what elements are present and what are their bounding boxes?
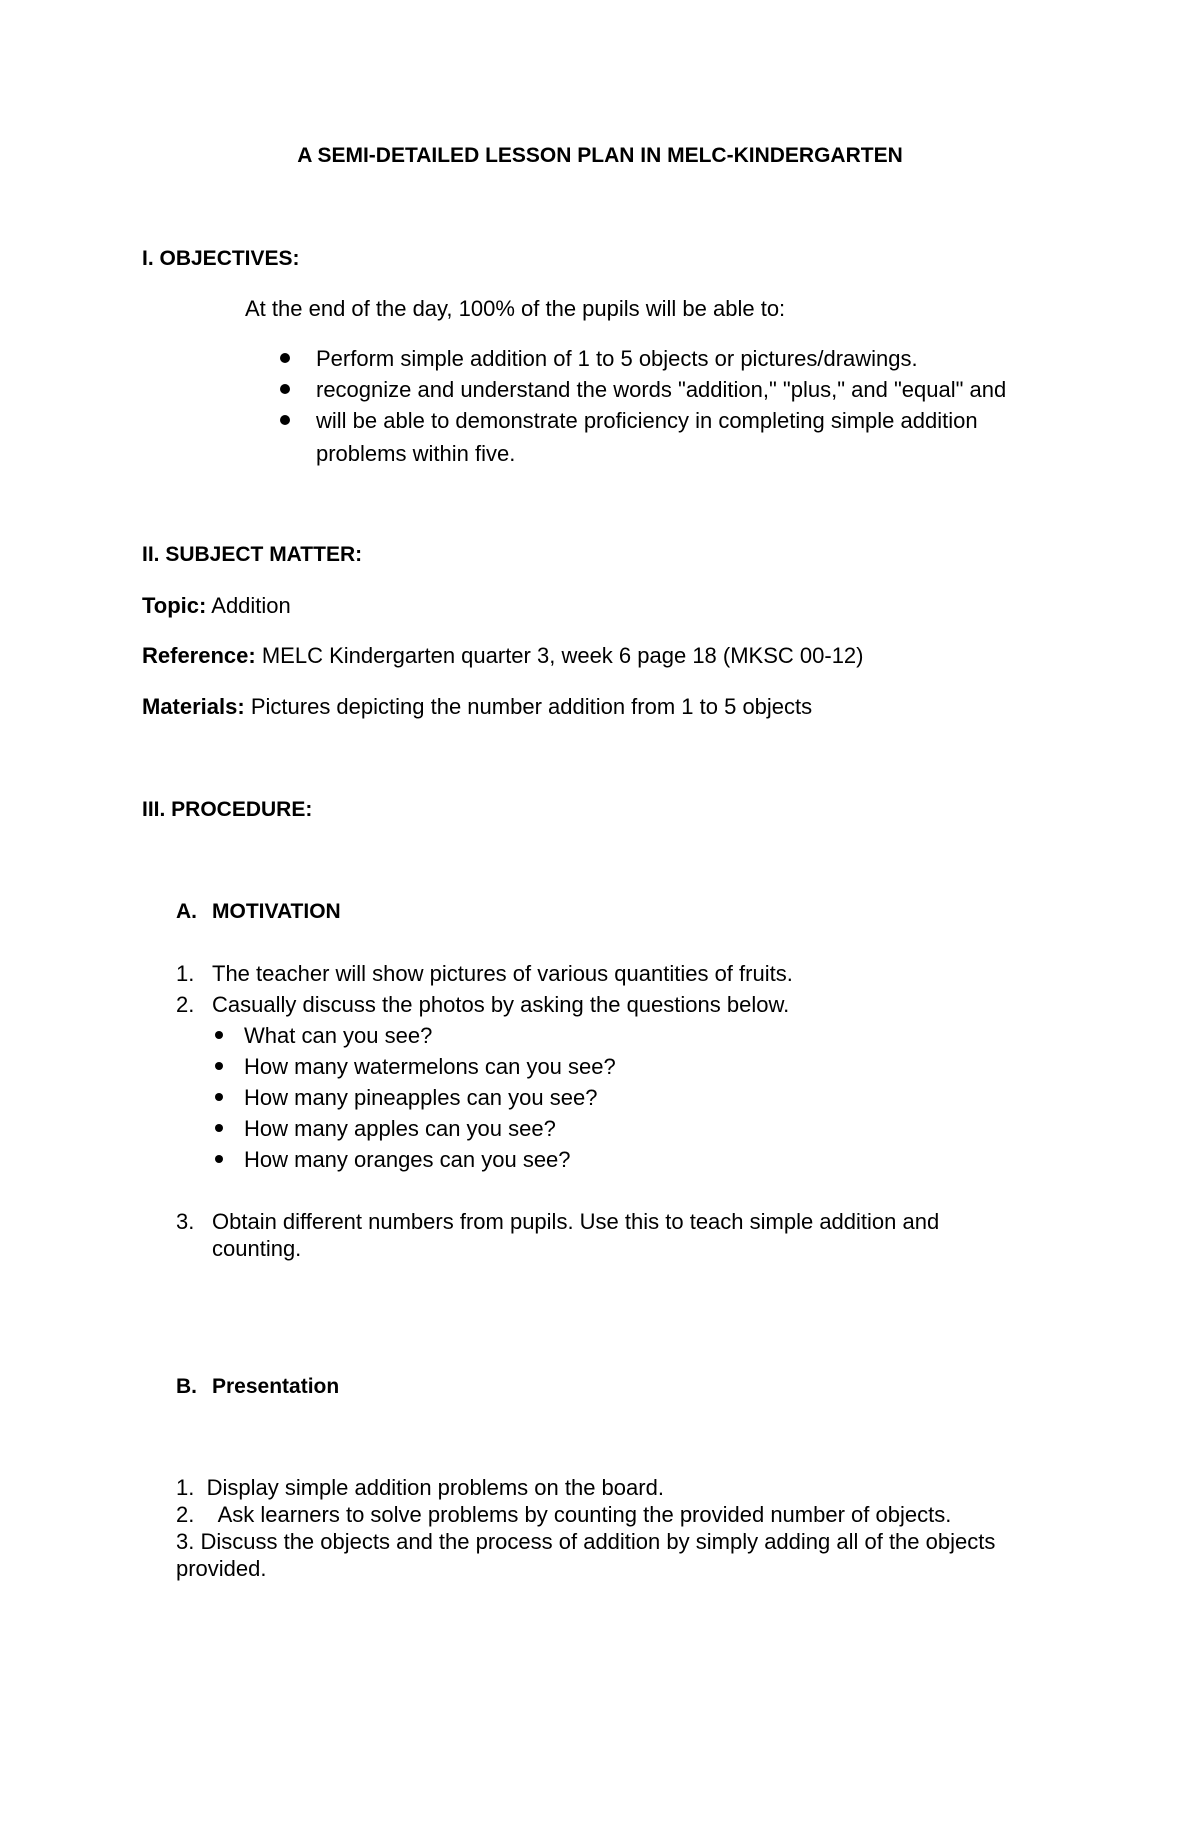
step-number: 1. [176, 961, 195, 986]
bullet-icon [215, 1155, 223, 1163]
question-item: How many apples can you see? [244, 1116, 556, 1141]
presentation-step: 1. Display simple addition problems on the board. [176, 1475, 664, 1500]
objective-item: recognize and understand the words "addition," "plus," and "equal" and [316, 377, 1007, 402]
presentation-step: 3. Discuss the objects and the process of addition by simply adding all of the objects [176, 1529, 996, 1554]
bullet-icon [280, 384, 290, 394]
question-item: How many oranges can you see? [244, 1147, 571, 1172]
step-number: 2. [176, 992, 195, 1017]
presentation-heading [176, 1374, 339, 1399]
presentation-step-continuation: provided. [176, 1556, 267, 1581]
reference-label: Reference: [142, 643, 256, 668]
step-number: 3. [176, 1209, 195, 1234]
bullet-icon [280, 353, 290, 363]
procedure-heading: III. PROCEDURE: [142, 798, 313, 821]
materials-label: Materials: [142, 694, 245, 719]
step-text-continuation: counting. [212, 1236, 302, 1261]
question-item: How many watermelons can you see? [244, 1054, 616, 1079]
subject-matter-heading: II. SUBJECT MATTER: [142, 543, 363, 566]
topic-label: Topic: [142, 593, 207, 618]
objective-item: Perform simple addition of 1 to 5 objects or pictures/drawings. [316, 346, 918, 371]
bullet-icon [215, 1124, 223, 1132]
materials-value: Pictures depicting the number addition from 1 to 5 objects [250, 694, 813, 719]
objective-item-continuation: problems within five. [316, 441, 516, 466]
reference-value: MELC Kindergarten quarter 3, week 6 page 18 (MKSC 00-12) [261, 643, 864, 668]
step-text: Obtain different numbers from pupils. Use this to teach simple addition and [212, 1209, 940, 1234]
objectives-intro: At the end of the day, 100% of the pupils will be able to: [245, 296, 786, 321]
presentation-title: Presentation [212, 1375, 340, 1398]
objective-item: will be able to demonstrate proficiency in completing simple addition [316, 408, 978, 433]
question-item: How many pineapples can you see? [244, 1085, 598, 1110]
materials-line [142, 694, 812, 720]
topic-line [142, 593, 291, 619]
presentation-letter: B. [176, 1375, 197, 1398]
objectives-heading: I. OBJECTIVES: [142, 247, 300, 270]
motivation-step [176, 1209, 939, 1235]
reference-line [142, 643, 864, 669]
bullet-icon [280, 415, 290, 425]
question-item: What can you see? [244, 1023, 433, 1048]
step-text: The teacher will show pictures of various quantities of fruits. [212, 961, 793, 986]
motivation-letter: A. [176, 900, 197, 923]
presentation-step: 2. Ask learners to solve problems by counting the provided number of objects. [176, 1502, 952, 1527]
step-text: Casually discuss the photos by asking the questions below. [212, 992, 790, 1017]
motivation-heading [176, 899, 341, 924]
motivation-step [176, 961, 793, 987]
bullet-icon [215, 1093, 223, 1101]
motivation-step [176, 992, 789, 1018]
bullet-icon [215, 1031, 223, 1039]
topic-value: Addition [211, 593, 291, 618]
motivation-title: MOTIVATION [212, 900, 341, 923]
bullet-icon [215, 1062, 223, 1070]
document-title: A SEMI-DETAILED LESSON PLAN IN MELC-KINDERGARTEN [297, 144, 903, 167]
